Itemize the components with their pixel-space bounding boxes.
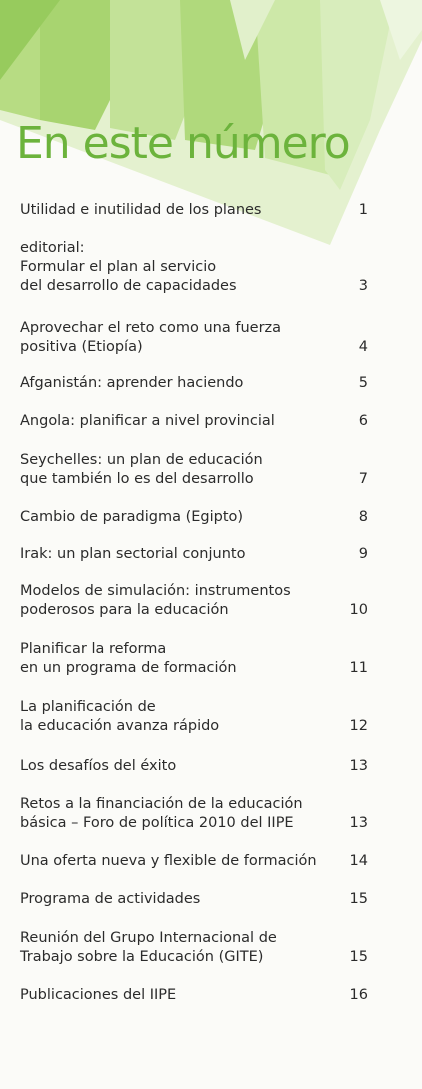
toc-entry-page: 11 [349,660,368,676]
toc-entry-title: Irak: un plan sectorial conjunto [20,546,246,562]
toc-entry[interactable] [20,852,368,871]
toc-entry-title: Utilidad e inutilidad de los planes [20,202,262,218]
toc-entry-title: Cambio de paradigma (Egipto) [20,509,244,525]
toc-entry-title: Aprovechar el reto como una fuerza positiva (Etiopía) [20,320,282,355]
toc-entry-title: Publicaciones del IIPE [20,987,177,1003]
toc-entry[interactable] [20,508,368,527]
toc-entry-page: 4 [358,339,368,355]
toc-entry-title: Angola: planificar a nivel provincial [20,413,275,429]
toc-entry-title: Modelos de simulación: instrumentos poderosos para la educación [20,583,291,618]
toc-entry[interactable] [20,757,368,776]
toc-entry-page: 3 [358,278,368,294]
toc-entry-page: 1 [358,202,368,218]
toc-entry[interactable] [20,698,368,736]
toc-entry[interactable] [20,640,368,678]
toc-entry-title: Retos a la financiación de la educación básica – Foro de política 2010 del IIPE [20,796,303,831]
toc-entry-page: 15 [349,891,368,907]
toc-entry[interactable] [20,890,368,909]
toc-entry-page: 14 [349,853,368,869]
toc-entry[interactable] [20,201,368,220]
toc-entry-page: 13 [349,758,368,774]
toc-entry[interactable] [20,582,368,620]
toc-entry-title: Reunión del Grupo Internacional de Trabajo sobre la Educación (GITE) [20,930,277,965]
toc-entry-title: Planificar la reforma en un programa de formación [20,641,237,676]
toc-entry[interactable] [20,412,368,431]
toc-entry-title: Programa de actividades [20,891,201,907]
toc-entry-page: 8 [358,509,368,525]
toc-entry[interactable] [20,795,368,833]
toc-entry-title: La planificación de la educación avanza rápido [20,699,220,734]
toc-entry-page: 5 [358,375,368,391]
toc-entry[interactable] [20,239,368,296]
toc-entry[interactable] [20,319,368,357]
toc-entry-page: 6 [358,413,368,429]
toc-entry-title: Los desafíos del éxito [20,758,177,774]
toc-entry-page: 16 [349,987,368,1003]
toc-entry-title: Seychelles: un plan de educación que también lo es del desarrollo [20,452,263,487]
toc-entry-page: 15 [349,949,368,965]
toc-entry[interactable] [20,451,368,489]
toc-entry-page: 9 [358,546,368,562]
toc-entry-page: 12 [349,718,368,734]
toc-entry-title: Una oferta nueva y flexible de formación [20,853,317,869]
toc-entry-title: editorial: Formular el plan al servicio del desarrollo de capacidades [20,240,237,294]
toc-entry[interactable] [20,545,368,564]
toc-entry-page: 13 [349,815,368,831]
toc-entry-title: Afganistán: aprender haciendo [20,375,244,391]
toc-entry[interactable] [20,986,368,1005]
toc-entry[interactable] [20,929,368,967]
toc-entry-page: 10 [349,602,368,618]
page-title: En este número [16,118,350,169]
toc-entry[interactable] [20,374,368,393]
toc-entry-page: 7 [358,471,368,487]
